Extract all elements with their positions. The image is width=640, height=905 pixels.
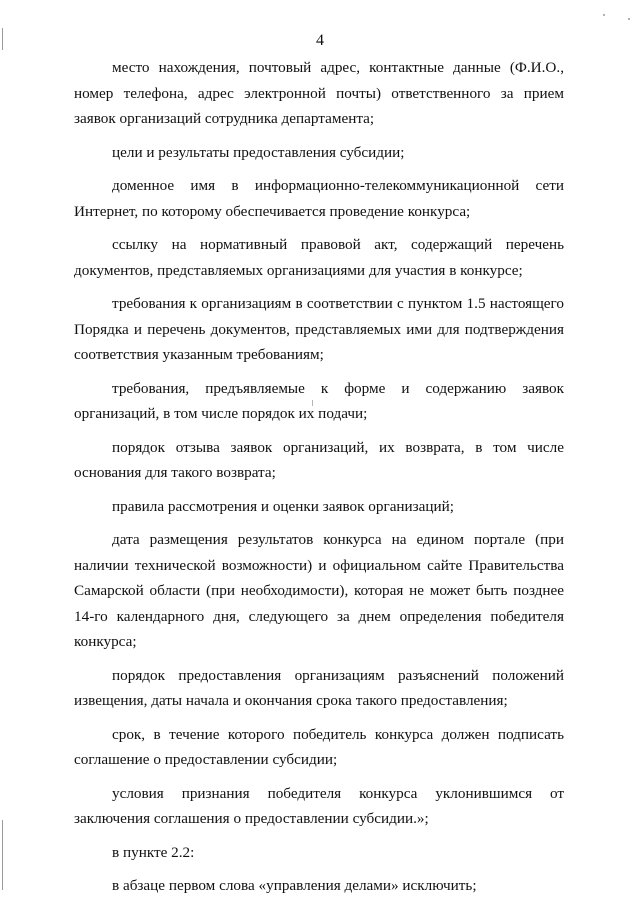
paragraph-first-subparagraph: в абзаце первом слова «управления делами» исключить;: [112, 877, 477, 894]
paragraph-results-publication: дата размещения результатов конкурса на едином портале (при наличии технической возможности) и официальном сайте Правительства Самарской области (при необходимости), которая не может быть позднее 14-го календарного дня, следующего за днем определения победителя конкурса;: [74, 531, 564, 650]
scan-speck: [603, 14, 605, 16]
paragraph-domain-name: доменное имя в информационно-телекоммуникационной сети Интернет, по которому обеспечивается проведение конкурса;: [74, 177, 564, 220]
paragraph-evaluation-rules: правила рассмотрения и оценки заявок организаций;: [112, 497, 455, 515]
paragraph-legal-act-link: ссылку на нормативный правовой акт, содержащий перечень документов, представляемых организациями для участия в конкурсе;: [74, 236, 564, 279]
scan-edge-mark: [2, 820, 3, 890]
paragraph-withdrawal-procedure: порядок отзыва заявок организаций, их возврата, в том числе основания для такого возврата;: [74, 438, 564, 481]
paragraph-application-form-requirements: требования, предъявляемые к форме и содержанию заявок организаций, в том числе порядок их подачи;: [74, 379, 564, 422]
paragraph-evasion-conditions: условия признания победителя конкурса уклонившимся от заключения соглашения о предоставлении субсидии.»;: [74, 784, 564, 827]
paragraph-clarifications: порядок предоставления организациям разъяснений положений извещения, даты начала и окончания срока такого предоставления;: [74, 666, 564, 709]
document-body: [74, 55, 564, 899]
paragraph-contact-info: место нахождения, почтовый адрес, контактные данные (Ф.И.О., номер телефона, адрес электронной почты) ответственного за прием заявок организаций сотрудника департамента;: [74, 59, 564, 127]
paragraph-subsidy-goals: цели и результаты предоставления субсидии;: [112, 143, 405, 161]
scan-speck: [628, 18, 630, 20]
paragraph-clause-2-2: в пункте 2.2:: [112, 843, 195, 861]
paragraph-signing-deadline: срок, в течение которого победитель конкурса должен подписать соглашение о предоставлении субсидии;: [74, 725, 564, 768]
page-number: 4: [316, 32, 324, 49]
paragraph-organization-requirements: требования к организациям в соответствии с пунктом 1.5 настоящего Порядка и перечень документов, представляемых ими для подтверждения соответствия указанным требованиям;: [74, 295, 564, 363]
